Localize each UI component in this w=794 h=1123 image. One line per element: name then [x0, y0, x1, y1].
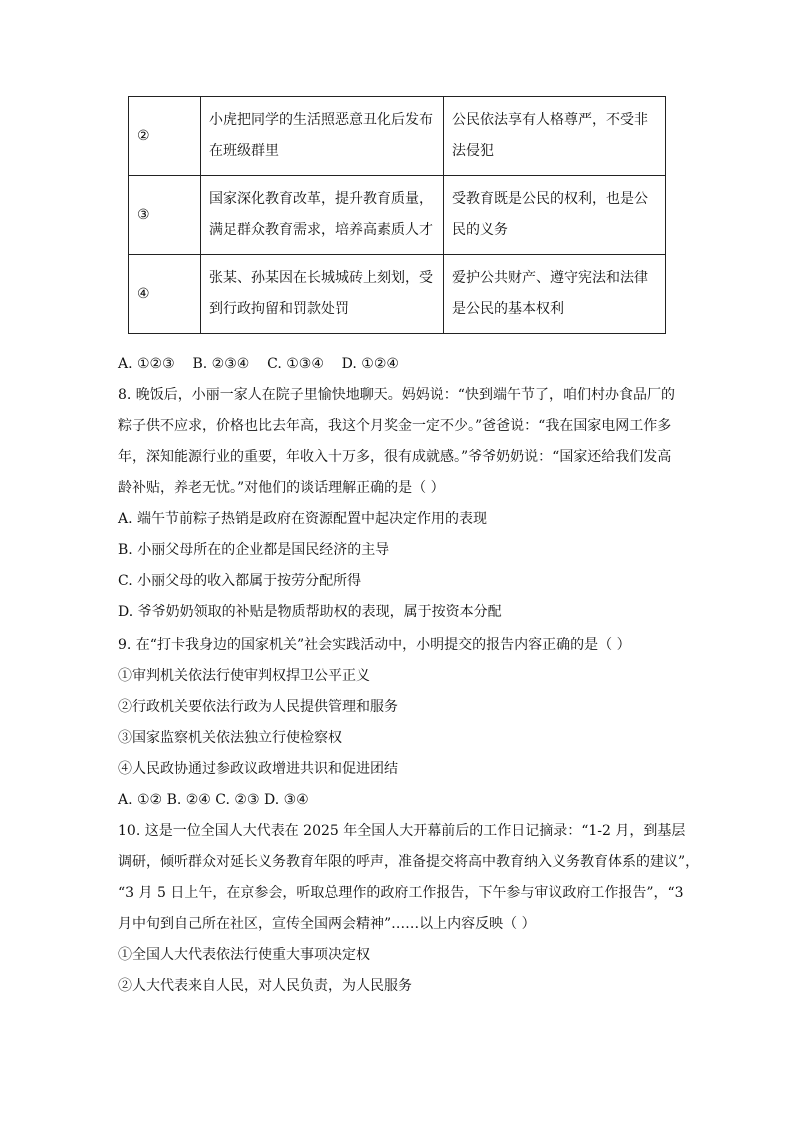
question-9-options: A. ①② B. ②④ C. ②③ D. ③④ [118, 792, 309, 808]
question-8-option-b: B. 小丽父母所在的企业都是国民经济的主导 [118, 542, 390, 558]
question-10-item: ②人大代表来自人民，对人民负责，为人民服务 [118, 978, 412, 994]
row-view: 爱护公共财产、遵守宪法和法律是公民的基本权利 [444, 255, 666, 334]
question-10-stem-line: 月中旬到自己所在社区，宣传全国两会精神”……以上内容反映（ ） [118, 916, 536, 932]
options-line: A. ①②③ B. ②③④ C. ①③④ D. ①②④ [118, 356, 399, 372]
row-number: ④ [129, 255, 201, 334]
question-10-stem-line: “3 月 5 日上午，在京参会，听取总理作的政府工作报告，下午参与审议政府工作报告”，“3 [118, 885, 684, 901]
question-7-table [128, 96, 666, 334]
row-view: 公民依法享有人格尊严，不受非法侵犯 [444, 97, 666, 176]
question-7-options [118, 349, 678, 380]
row-view: 受教育既是公民的权利，也是公民的义务 [444, 176, 666, 255]
question-9-item: ③国家监察机关依法独立行使检察权 [118, 730, 342, 746]
table-row [129, 97, 666, 176]
question-10 [118, 816, 700, 1002]
row-event: 小虎把同学的生活照恶意丑化后发布在班级群里 [201, 97, 444, 176]
question-9-item: ②行政机关要依法行政为人民提供管理和服务 [118, 699, 398, 715]
question-10-item: ①全国人大代表依法行使重大事项决定权 [118, 947, 370, 963]
question-8-option-a: A. 端午节前粽子热销是政府在资源配置中起决定作用的表现 [118, 511, 488, 527]
question-8-stem-line: 8. 晚饭后，小丽一家人在院子里愉快地聊天。妈妈说：“快到端午节了，咱们村办食品厂的 [118, 387, 675, 403]
question-8-stem-line: 粽子供不应求，价格也比去年高，我这个月奖金一定不少。”爸爸说：“我在国家电网工作多 [118, 418, 672, 434]
question-8-option-d: D. 爷爷奶奶领取的补贴是物质帮助权的表现，属于按资本分配 [118, 604, 502, 620]
question-10-stem-line: 10. 这是一位全国人大代表在 2025 年全国人大开幕前后的工作日记摘录：“1-2 月，到基层 [118, 823, 686, 839]
question-9 [118, 630, 678, 816]
row-event: 国家深化教育改革，提升教育质量，满足群众教育需求，培养高素质人才 [201, 176, 444, 255]
question-9-item: ④人民政协通过参政议政增进共识和促进团结 [118, 761, 398, 777]
question-9-item: ①审判机关依法行使审判权捍卫公平正义 [118, 668, 370, 684]
row-number: ③ [129, 176, 201, 255]
table-row [129, 255, 666, 334]
question-8 [118, 380, 678, 628]
row-event: 张某、孙某因在长城城砖上刻划，受到行政拘留和罚款处罚 [201, 255, 444, 334]
table-row [129, 176, 666, 255]
question-10-stem-line: 调研，倾听群众对延长义务教育年限的呼声，准备提交将高中教育纳入义务教育体系的建议”， [118, 854, 700, 870]
row-number: ② [129, 97, 201, 176]
question-8-stem-line: 龄补贴，养老无忧。”对他们的谈话理解正确的是（ ） [118, 480, 445, 496]
question-8-option-c: C. 小丽父母的收入都属于按劳分配所得 [118, 573, 362, 589]
question-9-stem: 9. 在“打卡我身边的国家机关”社会实践活动中，小明提交的报告内容正确的是（ ） [118, 637, 631, 653]
question-8-stem-line: 年，深知能源行业的重要，年收入十万多，很有成就感。”爷爷奶奶说：“国家还给我们发高 [118, 449, 672, 465]
